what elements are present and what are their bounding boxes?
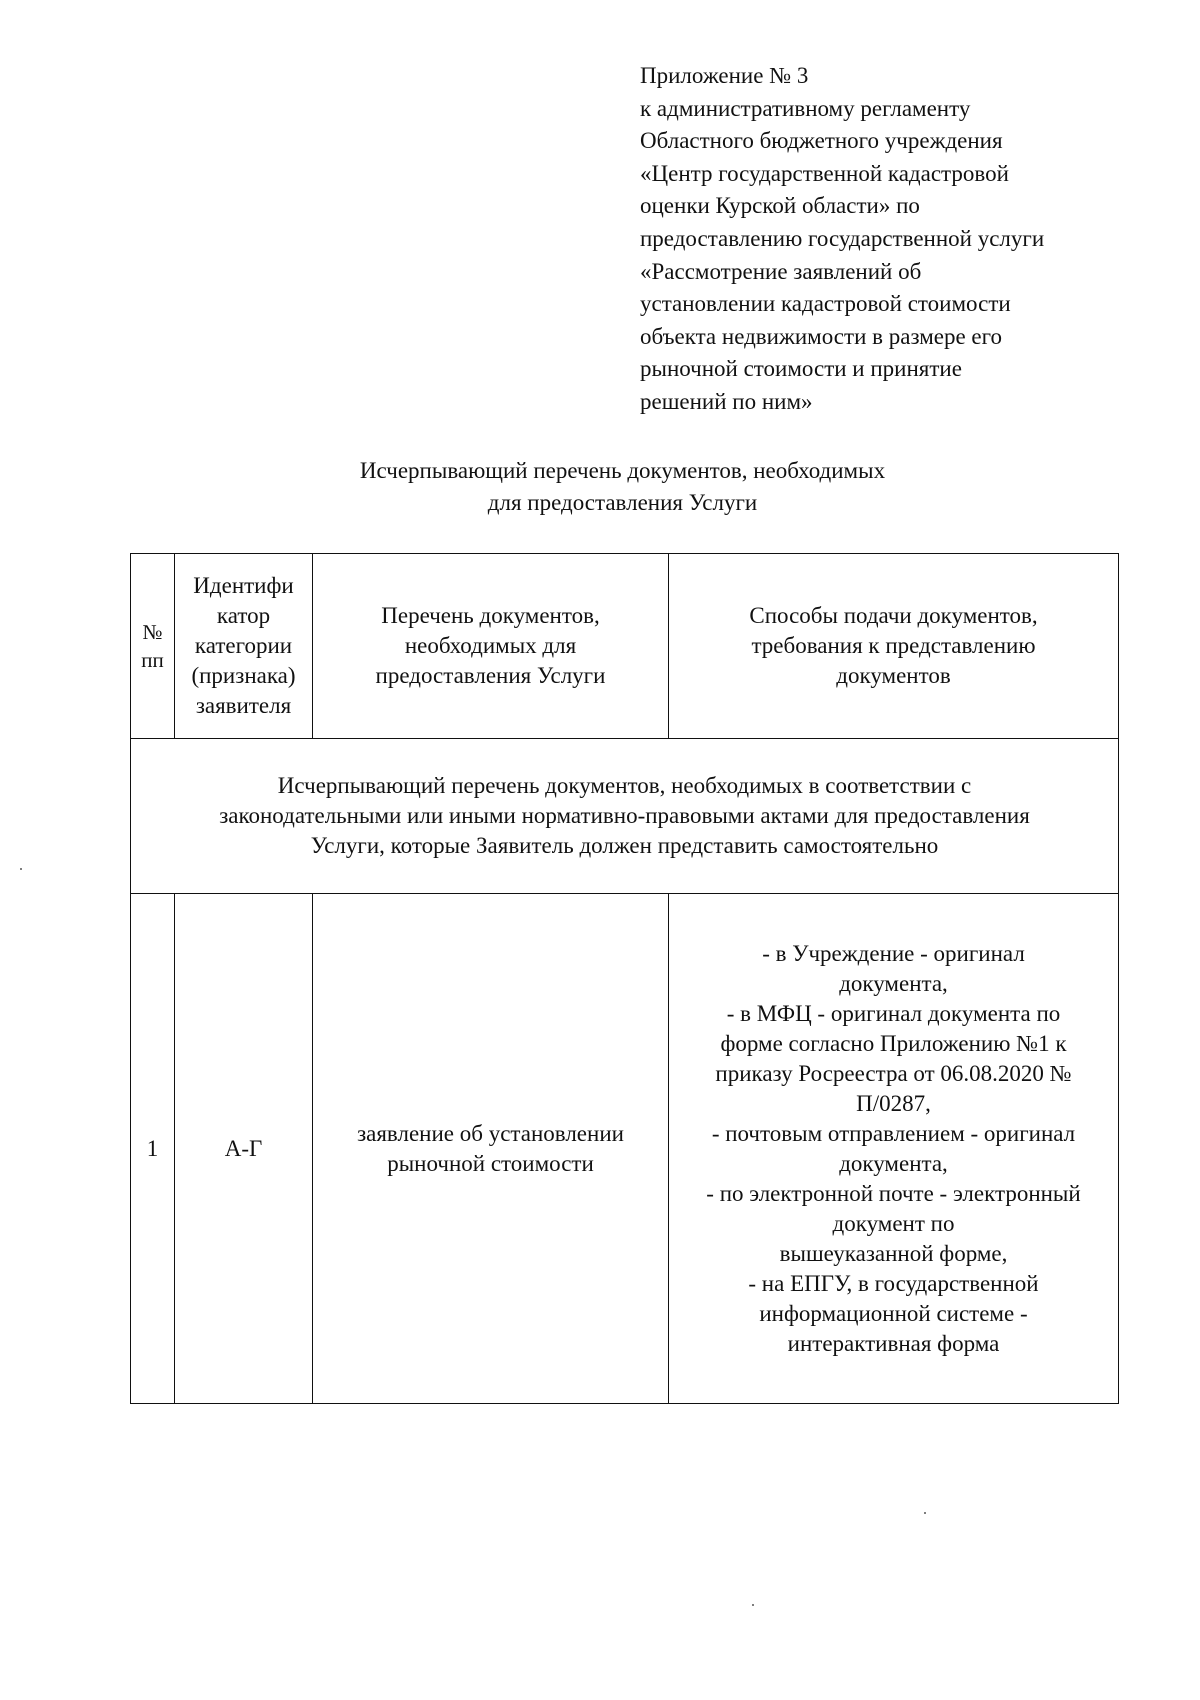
appendix-line: решений по ним» — [640, 388, 813, 414]
table-header-row — [131, 554, 1119, 739]
header-documents-line: предоставления Услуги — [375, 663, 606, 688]
appendix-line: оценки Курской области» по — [640, 193, 920, 219]
document-title — [130, 455, 1115, 519]
appendix-line: установлении кадастровой стоимости — [640, 291, 1011, 317]
header-number-line: № — [142, 620, 163, 644]
appendix-line: Областного бюджетного учреждения — [640, 128, 1003, 154]
row-identifier: А-Г — [175, 894, 313, 1404]
section-heading-line: законодательными или иными нормативно-правовыми актами для предоставления — [219, 803, 1030, 828]
header-number-line: пп — [141, 648, 164, 672]
appendix-line: «Центр государственной кадастровой — [640, 160, 1009, 186]
header-methods-line: Способы подачи документов, — [749, 603, 1038, 628]
appendix-line: «Рассмотрение заявлений об — [640, 258, 922, 284]
scan-speck — [752, 1604, 754, 1606]
row-document — [313, 894, 669, 1404]
row-methods-line: документа, — [839, 970, 948, 996]
header-identifier-line: заявителя — [195, 693, 292, 718]
header-number — [131, 554, 175, 739]
row-methods-line: форме согласно Приложению №1 к — [720, 1030, 1067, 1056]
scan-speck — [924, 1512, 926, 1514]
documents-table — [130, 553, 1119, 1404]
row-document-line: рыночной стоимости — [387, 1150, 594, 1176]
appendix-line: объекта недвижимости в размере его — [640, 323, 1002, 349]
document-title-line: Исчерпывающий перечень документов, необходимых — [359, 458, 886, 483]
row-methods-line: вышеуказанной форме, — [779, 1240, 1008, 1266]
appendix-line: предоставлению государственной услуги — [640, 225, 1045, 251]
header-identifier — [175, 554, 313, 739]
table-row — [131, 894, 1119, 1404]
header-identifier-line: (признака) — [191, 663, 296, 688]
header-documents-line: Перечень документов, — [381, 603, 600, 628]
section-heading-line: Услуги, которые Заявитель должен представить самостоятельно — [310, 833, 939, 858]
scan-speck — [20, 868, 22, 870]
row-methods-line: документа, — [839, 1150, 948, 1176]
row-number: 1 — [131, 894, 175, 1404]
row-methods-line: - в МФЦ - оригинал документа по — [726, 1000, 1061, 1026]
section-heading — [131, 739, 1119, 894]
row-methods-line: - по электронной почте - электронный — [706, 1180, 1081, 1206]
header-documents-line: необходимых для — [404, 633, 577, 658]
header-identifier-line: Идентифи — [193, 573, 294, 598]
appendix-line: рыночной стоимости и принятие — [640, 356, 962, 382]
header-methods-line: требования к представлению — [751, 633, 1036, 658]
header-identifier-line: категории — [194, 633, 293, 658]
header-methods — [669, 554, 1119, 739]
section-row — [131, 739, 1119, 894]
appendix-header — [640, 60, 1160, 419]
row-methods-line: П/0287, — [856, 1090, 931, 1116]
section-heading-line: Исчерпывающий перечень документов, необходимых в соответствии с — [277, 773, 972, 798]
row-methods-line: приказу Росреестра от 06.08.2020 № — [715, 1060, 1072, 1086]
row-methods-line: - на ЕПГУ, в государственной — [748, 1270, 1039, 1296]
appendix-line: к административному регламенту — [640, 95, 971, 121]
document-title-line: для предоставления Услуги — [487, 490, 758, 515]
row-methods-line: интерактивная форма — [787, 1330, 1000, 1356]
header-identifier-line: катор — [216, 603, 271, 628]
header-methods-line: документов — [836, 663, 951, 688]
row-methods-line: информационной системе - — [759, 1300, 1028, 1326]
row-methods-line: документ по — [832, 1210, 955, 1236]
header-documents — [313, 554, 669, 739]
row-methods-line: - в Учреждение - оригинал — [762, 940, 1025, 966]
appendix-line: Приложение № 3 — [640, 63, 809, 88]
row-methods — [669, 894, 1119, 1404]
row-methods-line: - почтовым отправлением - оригинал — [711, 1120, 1076, 1146]
row-document-line: заявление об установлении — [357, 1120, 624, 1146]
